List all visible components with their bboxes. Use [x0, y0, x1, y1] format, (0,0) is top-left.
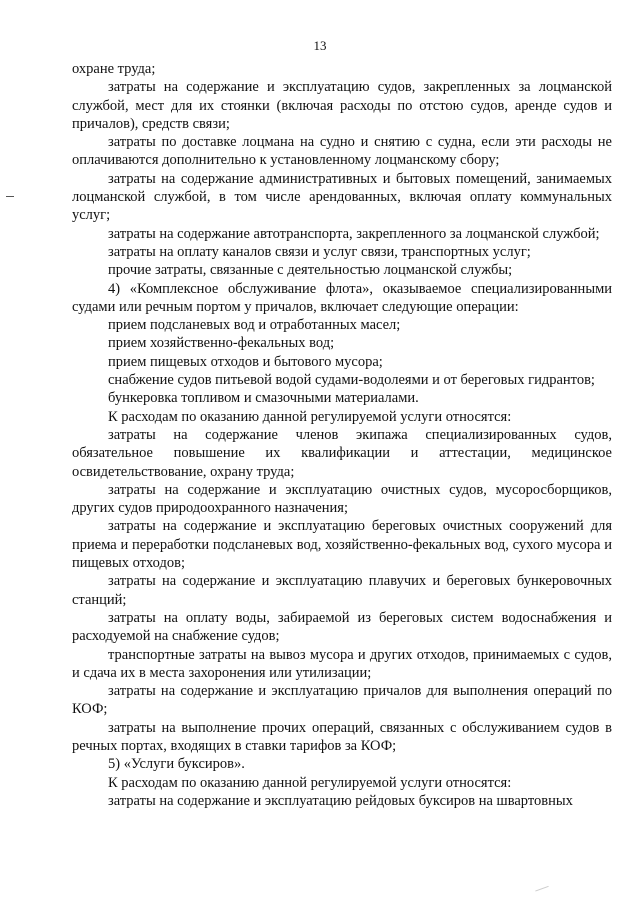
- paragraph: прием хозяйственно-фекальных вод;: [108, 335, 335, 352]
- paragraph: 5) «Услуги буксиров».: [108, 756, 245, 773]
- margin-mark: [6, 196, 14, 197]
- paragraph: затраты на содержание автотранспорта, закрепленного за лоцманской службой;: [108, 225, 600, 242]
- paragraph: К расходам по оказанию данной регулируемой услуги относятся:: [108, 408, 512, 425]
- paragraph: охране труда;: [72, 61, 156, 77]
- paragraph: затраты на оплату воды, забираемой из береговых систем водоснабжения и расходуемой на снабжение судов;: [72, 609, 612, 645]
- paragraph: затраты на содержание и эксплуатацию плавучих и береговых бункеровочных станций;: [72, 573, 612, 608]
- paragraph: затраты на содержание и эксплуатацию береговых очистных сооружений для приема и переработки подсланевых вод, хозяйственно-фекальных вод, сухого мусора и пищевых отходов;: [72, 518, 612, 572]
- paragraph: прием подсланевых вод и отработанных масел;: [108, 317, 401, 334]
- paragraph: прочие затраты, связанные с деятельностью лоцманской службы;: [108, 262, 513, 279]
- paragraph: снабжение судов питьевой водой судами-водолеями и от береговых гидрантов;: [108, 372, 595, 389]
- scan-mark: [535, 886, 551, 897]
- paragraph: К расходам по оказанию данной регулируемой услуги относятся:: [108, 774, 512, 791]
- paragraph: прием пищевых отходов и бытового мусора;: [108, 353, 383, 370]
- paragraph: затраты по доставке лоцмана на судно и снятию с судна, если эти расходы не оплачиваются дополнительно к установленному лоцманскому сбору;: [72, 134, 612, 169]
- paragraph: затраты на содержание и эксплуатацию очистных судов, мусоросборщиков, других судов природоохранного назначения;: [72, 481, 612, 517]
- page-number: 13: [313, 38, 327, 53]
- paragraph: затраты на содержание и эксплуатацию причалов для выполнения операций по КОФ;: [72, 683, 612, 718]
- paragraph: затраты на выполнение прочих операций, связанных с обслуживанием судов в речных портах, входящих в ставки тарифов за КОФ;: [72, 719, 612, 754]
- document-body: [72, 60, 612, 810]
- paragraph: 4) «Комплексное обслуживание флота», оказываемое специализированными судами или речным портом у причалов, включает следующие операции:: [72, 280, 612, 315]
- paragraph: бункеровка топливом и смазочными материалами.: [108, 390, 419, 407]
- paragraph: затраты на оплату каналов связи и услуг связи, транспортных услуг;: [108, 243, 531, 260]
- paragraph: затраты на содержание административных и бытовых помещений, занимаемых лоцманской службой, в том числе арендованных, включая оплату коммунальных услуг;: [72, 170, 612, 224]
- paragraph: затраты на содержание и эксплуатацию рейдовых буксиров на швартовных: [108, 792, 573, 809]
- paragraph: затраты на содержание членов экипажа специализированных судов, обязательное повышение их квалификации и аттестации, медицинское освидетельствование, охрану труда;: [72, 426, 612, 480]
- paragraph: транспортные затраты на вывоз мусора и других отходов, принимаемых с судов, и сдача их в места захоронения или утилизации;: [72, 646, 612, 681]
- paragraph: затраты на содержание и эксплуатацию судов, закрепленных за лоцманской службой, мест для их стоянки (включая расходы по отстою судов, аренде судов и причалов), средств связи;: [72, 79, 612, 132]
